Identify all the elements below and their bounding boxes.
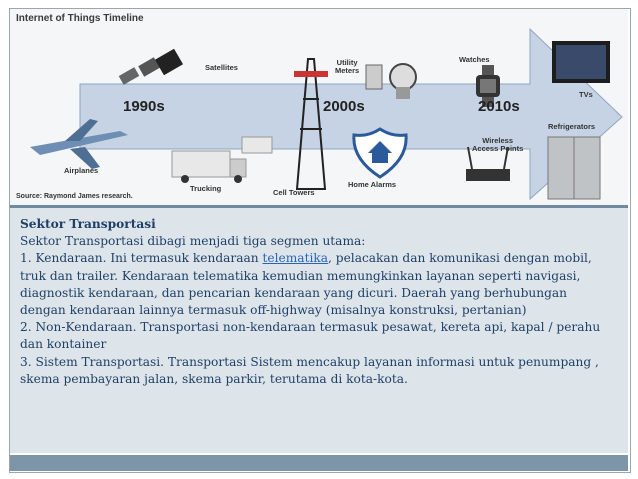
label-airplanes: Airplanes bbox=[64, 166, 99, 175]
iot-timeline-infographic bbox=[10, 9, 628, 205]
text-panel bbox=[10, 208, 628, 453]
footer-band bbox=[10, 455, 628, 471]
refrigerator-icon bbox=[548, 137, 600, 199]
label-watches: Watches bbox=[459, 55, 490, 64]
satellite-icon bbox=[119, 49, 183, 85]
item-2-text: 2. Non-Kendaraan. Transportasi non-kendaraan termasuk pesawat, kereta api, kapal / perahu dan kontainer bbox=[20, 320, 601, 352]
decade-2010s: 2010s bbox=[478, 98, 520, 115]
infographic-title: Internet of Things Timeline bbox=[16, 13, 144, 24]
label-utility-meters: Utility Meters bbox=[335, 58, 360, 75]
item-3-text: 3. Sistem Transportasi. Transportasi Sistem mencakup layanan informasi untuk penumpang , skema pembayaran jalan, skema parkir, terutama di kota-kota. bbox=[20, 354, 599, 386]
label-home-alarms: Home Alarms bbox=[348, 180, 397, 189]
label-wireless-access-points: Wireless Access Points bbox=[472, 136, 524, 153]
decade-1990s: 1990s bbox=[123, 98, 165, 115]
label-cell-towers: Cell Towers bbox=[273, 188, 315, 197]
section-heading: Sektor Transportasi bbox=[20, 217, 156, 231]
label-satellites: Satellites bbox=[205, 63, 238, 72]
item-1-text: 1. Kendaraan. Ini termasuk kendaraan telematika, pelacakan dan komunikasi dengan mobil, truk dan trailer. Kendaraan telematika kemudian memungkinkan layanan seperti navigasi, diagnostik kendaraan, dan pencarian kendaraan yang dicuri. Daerah yang berhubungan dengan kendaraan lainnya termasuk off-highway (misalnya konstruksi, pertanian) bbox=[20, 251, 592, 318]
home-alarm-shield-icon bbox=[354, 129, 406, 177]
label-tvs: TVs bbox=[579, 90, 593, 99]
decade-2000s: 2000s bbox=[323, 98, 365, 115]
infographic-source: Source: Raymond James research. bbox=[16, 193, 133, 200]
tv-icon bbox=[552, 41, 610, 83]
telematika-link[interactable]: telematika bbox=[262, 251, 329, 266]
label-refrigerators: Refrigerators bbox=[548, 122, 596, 131]
label-trucking: Trucking bbox=[190, 184, 222, 193]
timeline-graphic bbox=[10, 9, 628, 205]
intro-text: Sektor Transportasi dibagi menjadi tiga segmen utama: bbox=[20, 234, 366, 249]
